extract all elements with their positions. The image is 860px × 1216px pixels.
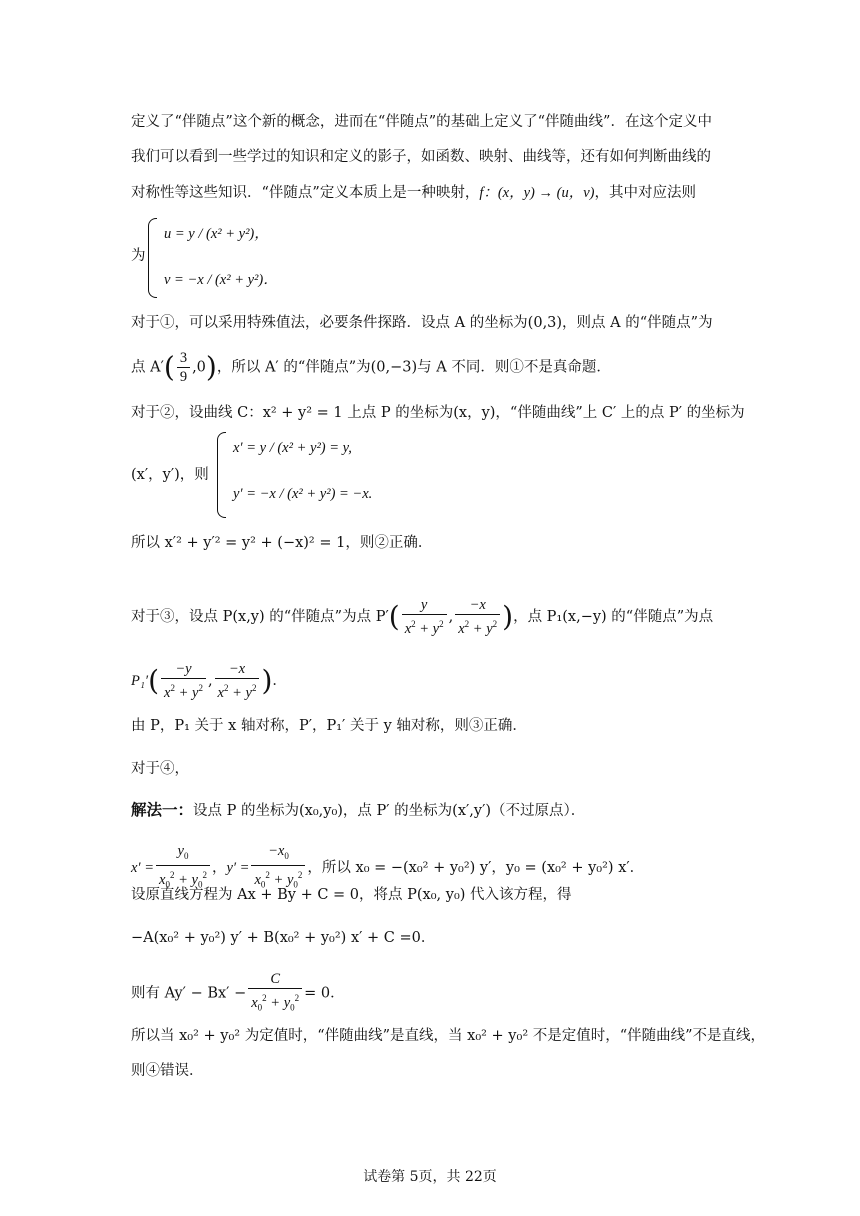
brace-icon bbox=[217, 432, 226, 518]
fraction: $\frac{3}{9}$ bbox=[177, 349, 190, 386]
text-span: 对称性等这些知识．“伴随点”定义本质上是一种映射， bbox=[131, 185, 480, 201]
paragraph-line: P₁′( $\frac{-y}{x^2 + y^2}$ , $\frac{-x}{x^2 + y^2}$ )． bbox=[131, 661, 287, 701]
paragraph-line: 对于④， bbox=[131, 761, 189, 777]
fraction: $\frac{C}{x_0^2 + y_0^2}$ bbox=[248, 970, 302, 1017]
equation-row: v = −x / (x² + y²)． bbox=[164, 272, 278, 288]
paragraph-line: −A(x₀² + y₀²) y′ + B(x₀² + y₀²) x′ + C =0． bbox=[131, 930, 436, 946]
paragraph-line: 由 P，P₁ 关于 x 轴对称，P′，P₁′ 关于 y 轴对称，则③正确． bbox=[131, 718, 527, 734]
paragraph-line: 对于①，可以采用特殊值法，必要条件探路．设点 A 的坐标为(0,3)，则点 A 的“伴随点”为 bbox=[131, 315, 713, 331]
paragraph-line: 所以 x′² + y′² = y² + (−x)² = 1，则②正确． bbox=[131, 535, 433, 551]
paragraph-line: 所以当 x₀² + y₀² 为定值时，“伴随曲线”是直线，当 x₀² + y₀² 不是定值时，“伴随曲线”不是直线， bbox=[131, 1028, 766, 1044]
equation-row: x′ = y / (x² + y²) = y, bbox=[233, 440, 352, 456]
text-span: ，所以 A′ 的“伴随点”为(0,−3)与 A 不同．则①不是真命题． bbox=[216, 359, 611, 376]
paragraph-line bbox=[131, 800, 585, 821]
fraction: $\frac{-x}{x^2 + y^2}$ bbox=[455, 596, 500, 638]
paragraph-line: 为 bbox=[131, 248, 146, 264]
equation-row: u = y / (x² + y²)， bbox=[164, 226, 269, 242]
paragraph-line bbox=[131, 183, 696, 203]
text-span: ，其中对应法则 bbox=[594, 185, 696, 201]
fraction: $\frac{-y}{x^2 + y^2}$ bbox=[161, 660, 206, 702]
text-span: 点 A′ bbox=[131, 359, 164, 376]
text-span: P₁′ bbox=[131, 672, 149, 689]
method-heading: 解法一： bbox=[131, 801, 194, 819]
paragraph-line: (x′，y′)，则 bbox=[131, 467, 209, 483]
text-span: ，点 P₁(x,−y) 的“伴随点”为点 bbox=[513, 608, 714, 625]
equation-system-2 bbox=[217, 432, 407, 516]
fraction: $\frac{-x_0}{x_0^2 + y_0^2}$ bbox=[251, 842, 305, 894]
paragraph-line: 设原直线方程为 Ax + By + C = 0，将点 P(x₀, y₀) 代入该方程，得 bbox=[131, 887, 572, 903]
text-span: ，所以 x₀ = −(x₀² + y₀²) y′，y₀ = (x₀² + y₀²) x′． bbox=[307, 859, 645, 876]
brace-icon bbox=[148, 218, 157, 298]
page-footer: 试卷第 5页，共 22页 bbox=[363, 1169, 497, 1185]
paragraph-line: 则④错误． bbox=[131, 1063, 204, 1079]
equation-row: y′ = −x / (x² + y²) = −x. bbox=[233, 486, 373, 502]
mapping-formula: f：(x，y) → (u，v) bbox=[479, 185, 595, 201]
paragraph-line bbox=[131, 970, 345, 1017]
text-span: 对于③，设点 P(x,y) 的“伴随点”为点 P′ bbox=[131, 608, 389, 625]
paragraph-line: 对于②，设曲线 C：x² + y² = 1 上点 P 的坐标为(x，y)，“伴随曲线”上 C′ 上的点 P′ 的坐标为 bbox=[131, 405, 745, 421]
paragraph-line: 点 A′( $\frac{3}{9}$ ,0)，所以 A′ 的“伴随点”为(0,−3)与 A 不同．则①不是真命题． bbox=[131, 350, 611, 385]
text-span: 设点 P 的坐标为(x₀,y₀)，点 P′ 的坐标为(x′,y′)（不过原点）． bbox=[193, 803, 586, 819]
equation-system-1 bbox=[148, 218, 298, 296]
paragraph-line: 我们可以看到一些学过的知识和定义的影子，如函数、映射、曲线等，还有如何判断曲线的 bbox=[131, 149, 711, 165]
paragraph-line: 对于③，设点 P(x,y) 的“伴随点”为点 P′( $\frac{y}{x^2 + y^2}$ , $\frac{-x}{x^2 + y^2}$ )，点 P₁(x,−y) 的“伴随点”为点 bbox=[131, 597, 714, 637]
paragraph-line: x′ = $\frac{y_0}{x_0^2 + y_0^2}$ ，y′ = $\frac{-x_0}{x_0^2 + y_0^2}$ ，所以 x₀ = −(x₀² + y₀²) y′，y₀ = (x₀² + y₀²) x′． bbox=[131, 842, 644, 894]
text-span: = 0． bbox=[304, 985, 345, 1002]
fraction: $\frac{-x}{x^2 + y^2}$ bbox=[215, 660, 260, 702]
fraction: $\frac{y}{x^2 + y^2}$ bbox=[402, 596, 447, 638]
paragraph-line: 定义了“伴随点”这个新的概念，进而在“伴随点”的基础上定义了“伴随曲线”．在这个定义中 bbox=[131, 114, 712, 130]
fraction: $\frac{y_0}{x_0^2 + y_0^2}$ bbox=[156, 842, 210, 894]
text-span: 则有 Ay′ − Bx′ − bbox=[131, 985, 247, 1002]
text-span: ． bbox=[272, 672, 287, 689]
